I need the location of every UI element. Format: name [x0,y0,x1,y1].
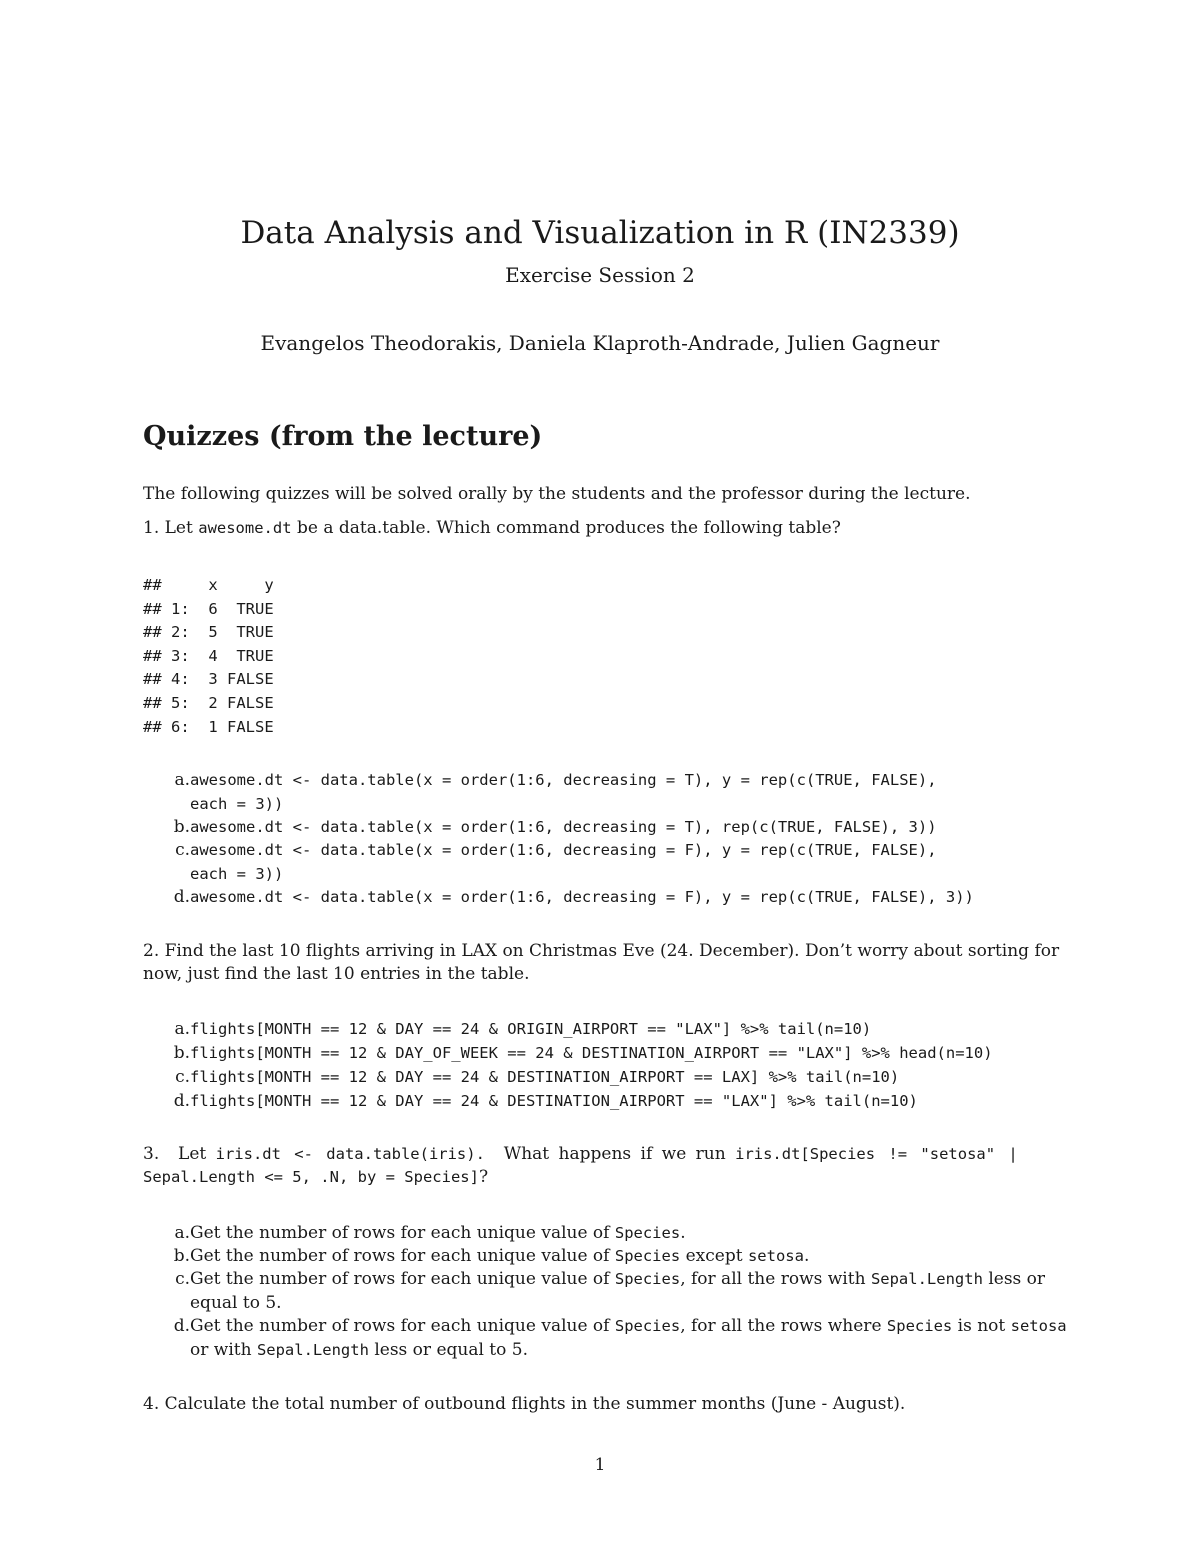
option-letter: c. [175,840,190,860]
output-line: ## 3: 4 TRUE [143,646,274,665]
q1-option-b [160,816,1080,840]
q1-option-c [160,839,1080,883]
inline-code: Sepal.Length [256,1340,369,1359]
document-title: Data Analysis and Visualization in R (IN2339) [240,215,960,251]
inline-code: Species [886,1317,953,1335]
q2-option-c [160,1066,1080,1090]
q3-option-a [160,1222,1080,1246]
inline-code: Species [614,1270,681,1288]
document-subtitle: Exercise Session 2 [505,263,695,287]
inline-code: Sepal.Length [870,1270,983,1288]
question-number: 4. [143,1394,160,1414]
q1-option-d [160,886,1080,910]
option-letter: a. [174,1223,190,1243]
option-text: . [680,1223,686,1243]
option-letter: c. [175,1067,190,1087]
option-code: awesome.dt <- data.table(x = order(1:6, decreasing = T), y = rep(c(TRUE, FALSE), each = 3)) [190,771,937,813]
question-number: 2. [143,941,160,961]
question-text: be a data.table. Which command produces the following table? [291,518,841,538]
inline-code: Sepal.Length <= 5, .N, by = Species] [143,1168,479,1186]
option-code: flights[MONTH == 12 & DAY == 24 & ORIGIN_AIRPORT == "LAX"] %>% tail(n=10) [190,1020,872,1038]
q3-option-d [160,1315,1080,1360]
option-text: or with [190,1339,257,1360]
option-letter: a. [174,770,190,790]
output-line: ## 1: 6 TRUE [143,599,274,618]
option-text: Get the number of rows for each unique value of [190,1223,615,1243]
q2-option-d [160,1090,1080,1114]
option-letter: a. [174,1019,190,1039]
option-letter: b. [173,817,190,837]
question-text: Let [164,518,199,538]
inline-code: awesome.dt [198,519,292,537]
q1-option-a [160,769,1080,813]
document-authors: Evangelos Theodorakis, Daniela Klaproth-Andrade, Julien Gagneur [260,331,940,355]
option-text: . [803,1246,810,1266]
inline-code: setosa [747,1247,804,1265]
option-text: except [680,1246,748,1266]
output-line: ## 6: 1 FALSE [143,717,274,736]
output-line: ## x y [143,576,274,594]
question-text: Find the last 10 flights arriving in LAX on Christmas Eve (24. December). Don’t worry about sorting for now, just find the last 10 entries in the table. [143,941,1060,984]
option-code: flights[MONTH == 12 & DAY == 24 & DESTINATION_AIRPORT == LAX] %>% tail(n=10) [190,1068,900,1086]
option-text: , for all the rows with [680,1269,871,1289]
output-line: ## 5: 2 FALSE [143,693,274,712]
option-code: flights[MONTH == 12 & DAY == 24 & DESTINATION_AIRPORT == "LAX"] %>% tail(n=10) [190,1092,918,1110]
option-text: , for all the rows where [680,1316,887,1336]
option-letter: d. [173,1316,190,1336]
option-letter: b. [173,1043,190,1063]
table-output [143,574,274,739]
inline-code: Species [614,1317,681,1335]
output-line: ## 2: 5 TRUE [143,623,274,642]
intro-paragraph: The following quizzes will be solved orally by the students and the professor during the lecture. [143,484,971,504]
question-2 [143,940,1073,986]
option-text: Get the number of rows for each unique value of [190,1316,615,1336]
option-code: awesome.dt <- data.table(x = order(1:6, decreasing = T), rep(c(TRUE, FALSE), 3)) [190,818,937,836]
question-number: 1. [143,518,160,538]
question-text: Calculate the total number of outbound flights in the summer months (June - August). [164,1394,906,1414]
option-text: less or equal to 5. [368,1339,528,1360]
option-letter: b. [173,1246,190,1266]
page-number: 1 [594,1455,606,1475]
output-line: ## 4: 3 FALSE [143,670,274,689]
option-text: Get the number of rows for each unique value of [190,1246,615,1266]
option-text: less or equal to 5. [190,1269,1046,1313]
question-1 [143,517,1073,540]
question-3 [143,1143,1073,1189]
question-text: What happens if we run [503,1144,726,1164]
question-text: ? [478,1167,489,1187]
option-text: Get the number of rows for each unique value of [190,1269,615,1289]
inline-code: iris.dt[Species != "setosa" | [735,1145,1018,1163]
option-code: flights[MONTH == 12 & DAY_OF_WEEK == 24 & DESTINATION_AIRPORT == "LAX"] %>% head(n=10) [190,1044,993,1062]
inline-code: iris.dt <- data.table(iris). [215,1145,485,1163]
option-letter: d. [173,1091,190,1111]
question-4 [143,1393,1073,1416]
option-code: awesome.dt <- data.table(x = order(1:6, decreasing = F), y = rep(c(TRUE, FALSE), 3)) [190,888,974,906]
q2-option-b [160,1042,1080,1066]
section-heading: Quizzes (from the lecture) [143,421,543,452]
inline-code: setosa [1010,1317,1067,1335]
option-text: is not [952,1316,1011,1336]
q3-option-c [160,1268,1080,1313]
inline-code: Species [614,1224,681,1242]
inline-code: Species [614,1247,681,1265]
question-number: 3. [143,1144,160,1164]
q2-option-a [160,1018,1080,1042]
question-text: Let [178,1144,207,1164]
q3-option-b [160,1245,1080,1269]
option-letter: c. [175,1269,190,1289]
option-code: awesome.dt <- data.table(x = order(1:6, decreasing = F), y = rep(c(TRUE, FALSE), each = 3)) [190,841,937,883]
option-letter: d. [173,887,190,907]
